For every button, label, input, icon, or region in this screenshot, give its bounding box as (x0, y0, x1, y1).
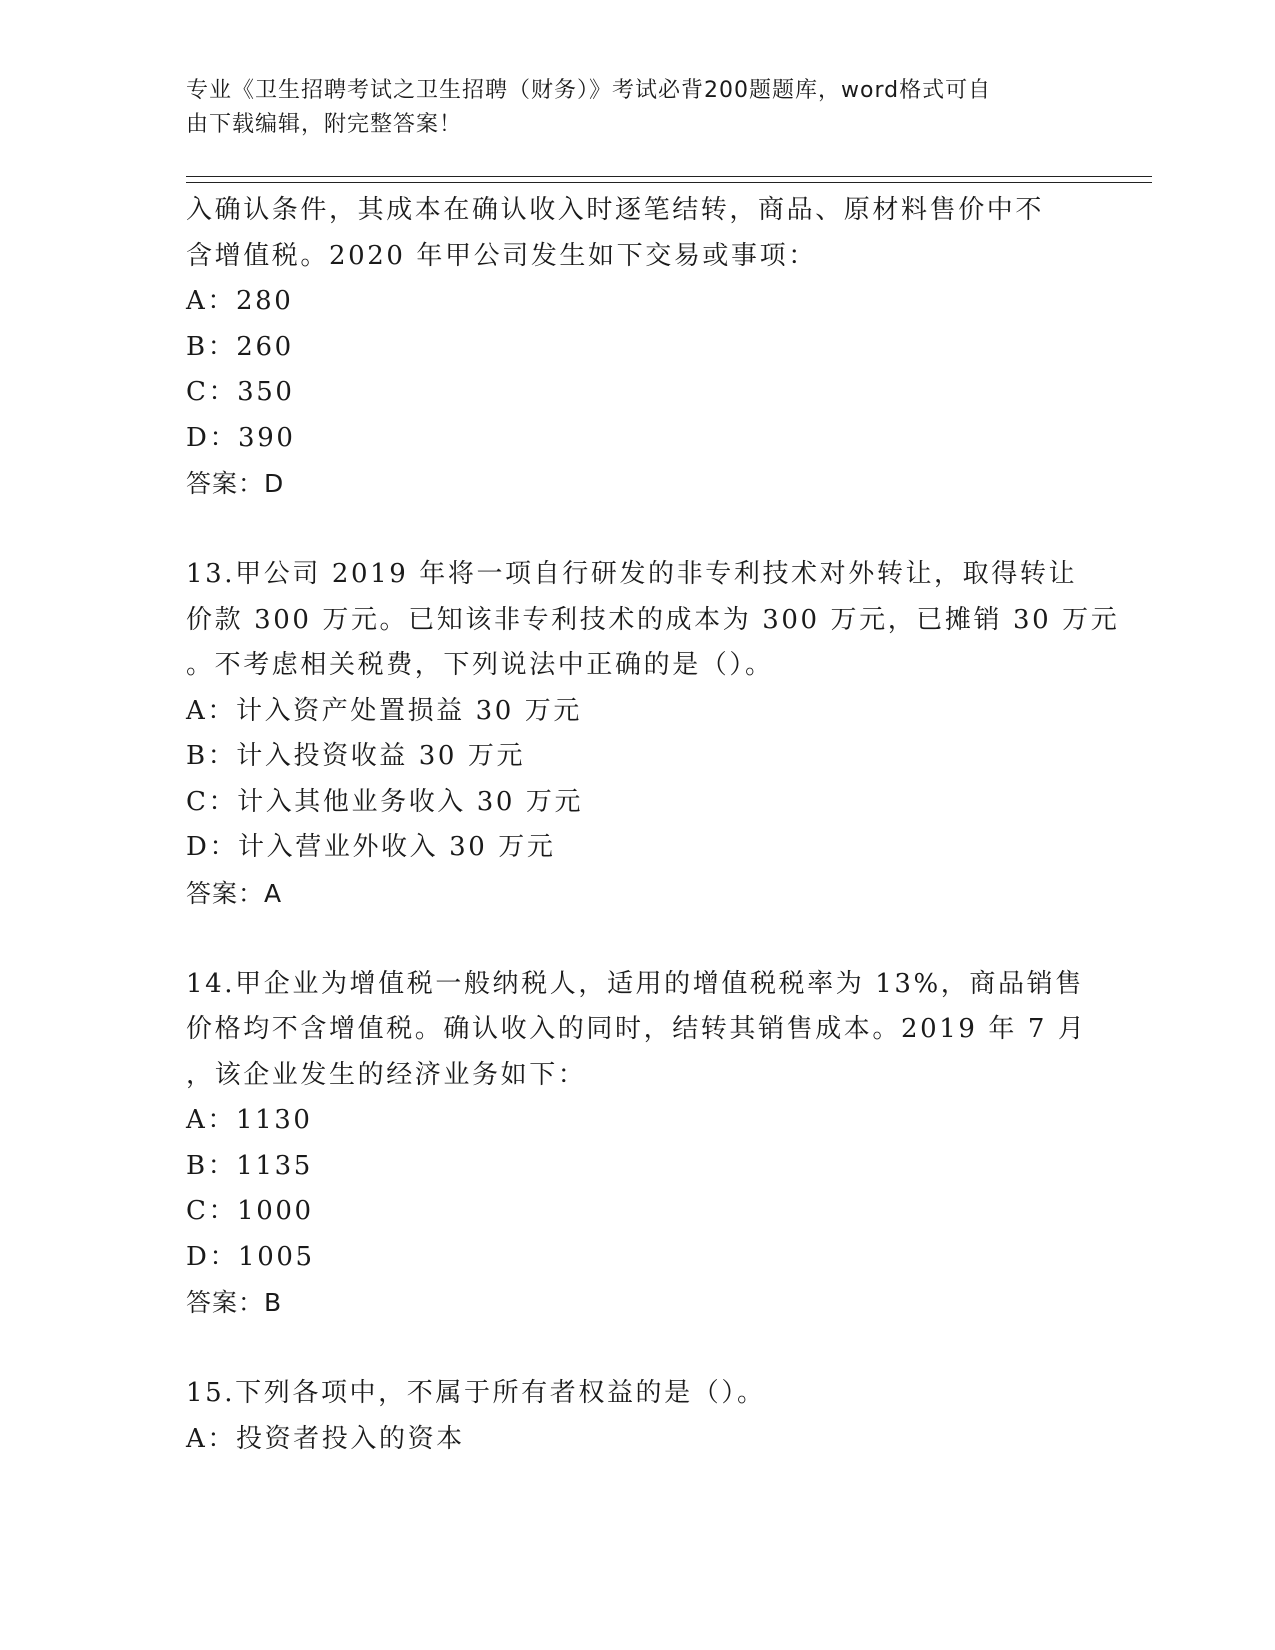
header-divider-bottom (186, 182, 1152, 183)
option-d: D：1005 (186, 1241, 315, 1272)
option-b: B：计入投资收益 30 万元 (186, 741, 526, 771)
question-text: 。不考虑相关税费，下列说法中正确的是（）。 (186, 650, 774, 680)
answer-line: 答案：A (186, 878, 283, 908)
question-text: 价格均不含增值税。确认收入的同时，结转其销售成本。2019 年 7 月 (186, 1014, 1087, 1044)
option-a: A：1130 (186, 1105, 313, 1135)
option-c: C：350 (186, 377, 295, 407)
option-b: B：1135 (186, 1150, 313, 1181)
question-15 (186, 1371, 1106, 1462)
header-line-1: 专业《卫生招聘考试之卫生招聘（财务）》考试必背200题题库，word格式可自 (186, 78, 992, 103)
option-c: C：计入其他业务收入 30 万元 (186, 786, 584, 817)
question-text: 入确认条件，其成本在确认收入时逐笔结转，商品、原材料售价中不 (186, 195, 1045, 225)
spacer (186, 1326, 1106, 1372)
question-14 (186, 962, 1106, 1326)
answer-line: 答案：D (186, 469, 285, 498)
question-12 (186, 188, 1106, 507)
question-text: 价款 300 万元。已知该非专利技术的成本为 300 万元，已摊销 30 万元 (186, 604, 1120, 635)
option-a: A：投资者投入的资本 (186, 1423, 465, 1454)
question-text: 14.甲企业为增值税一般纳税人，适用的增值税税率为 13%，商品销售 (186, 968, 1084, 999)
document-body (186, 188, 1120, 1462)
header-line-2: 由下载编辑，附完整答案！ (186, 112, 463, 137)
header-divider-top (186, 176, 1152, 177)
question-text: 含增值税。2020 年甲公司发生如下交易或事项： (186, 240, 817, 271)
option-b: B：260 (186, 331, 294, 362)
question-text: 13.甲公司 2019 年将一项自行研发的非专利技术对外转让，取得转让 (186, 559, 1078, 589)
question-13 (186, 552, 1120, 916)
option-a: A：280 (186, 286, 294, 316)
option-d: D：计入营业外收入 30 万元 (186, 832, 556, 862)
option-a: A：计入资产处置损益 30 万元 (186, 695, 582, 726)
spacer (186, 916, 1106, 962)
option-c: C：1000 (186, 1196, 314, 1226)
question-text: 15.下列各项中，不属于所有者权益的是（）。 (186, 1378, 766, 1408)
document-header (186, 74, 1086, 142)
question-text: ，该企业发生的经济业务如下： (186, 1059, 587, 1090)
answer-line: 答案：B (186, 1288, 283, 1317)
option-d: D：390 (186, 422, 296, 453)
spacer (186, 507, 1106, 553)
